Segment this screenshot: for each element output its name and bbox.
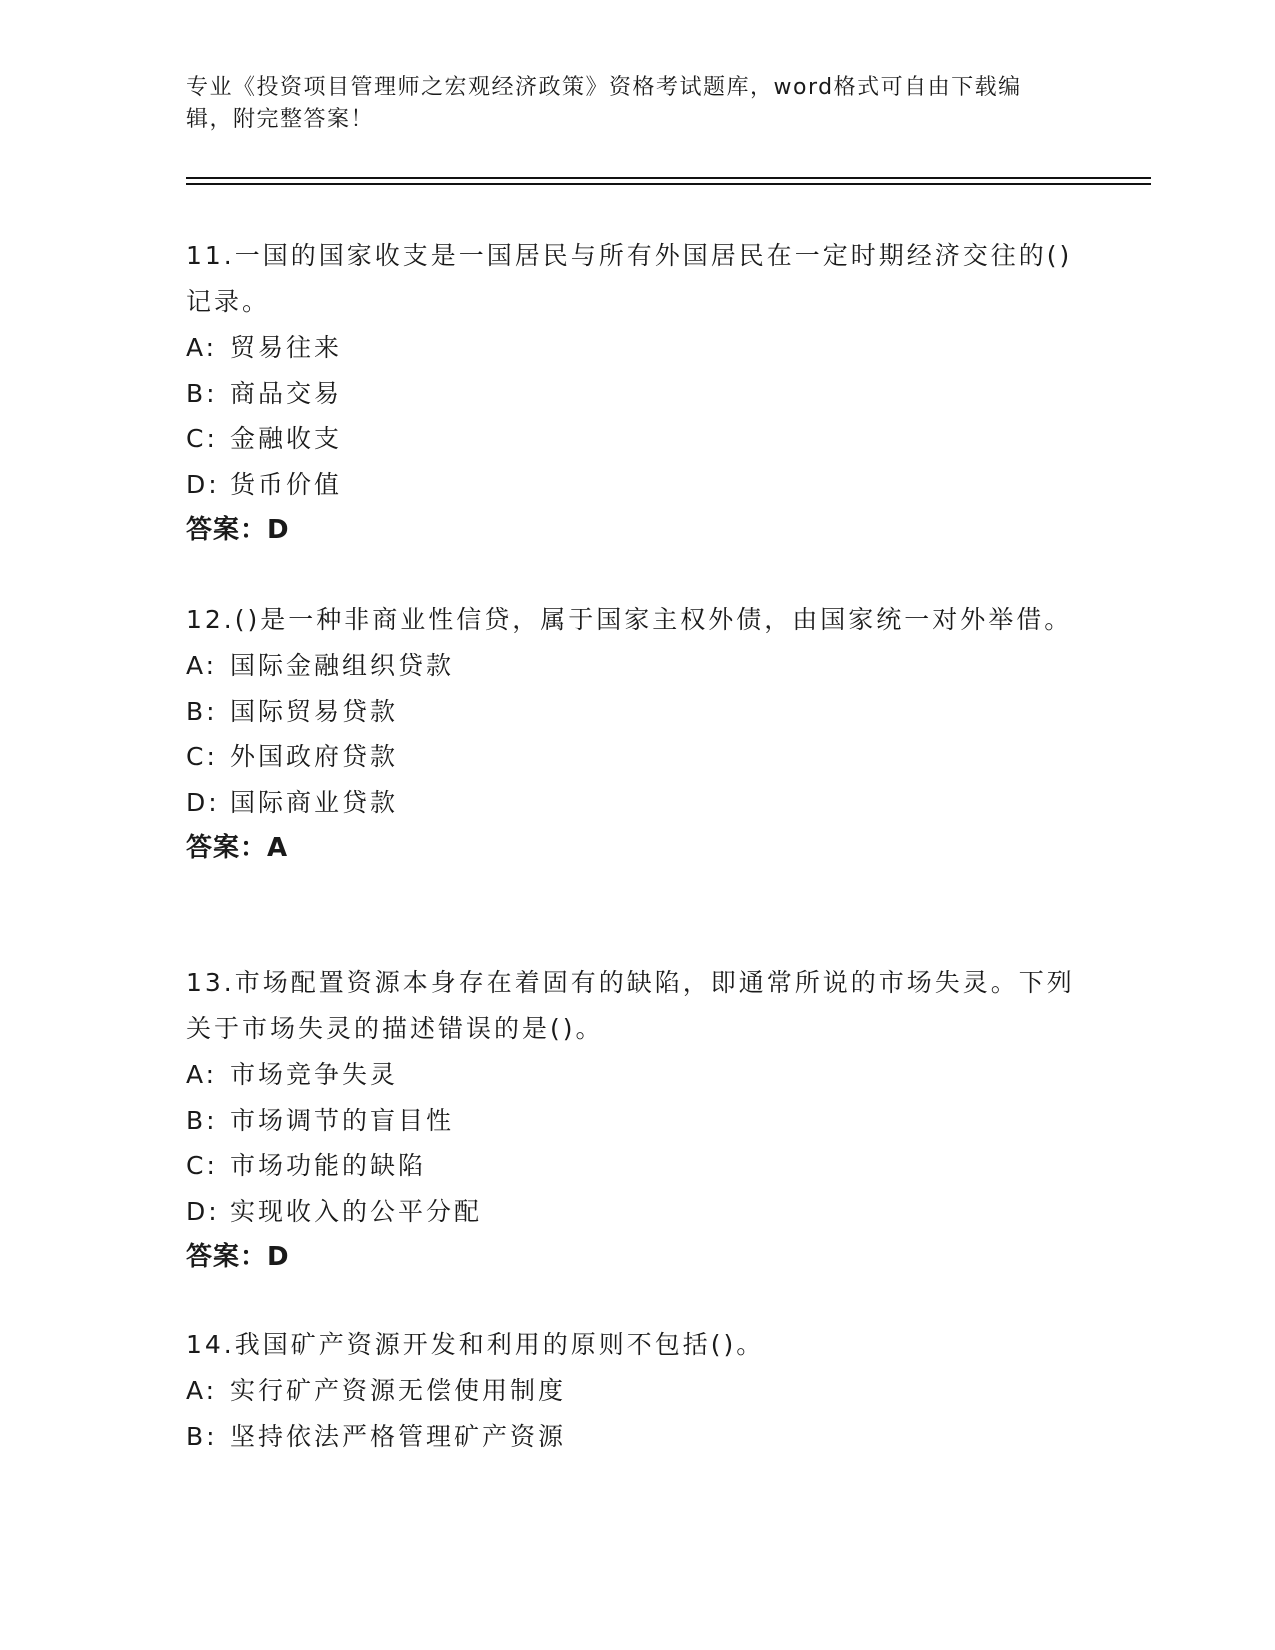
question-stem: 14.我国矿产资源开发和利用的原则不包括()。 — [186, 1330, 765, 1359]
option-text: 市场调节的盲目性 — [230, 1105, 455, 1135]
option-d — [186, 780, 1076, 826]
option-letter: D: — [186, 787, 220, 817]
option-d — [186, 1189, 1076, 1235]
option-a — [186, 643, 1076, 689]
question-stem: 13.市场配置资源本身存在着固有的缺陷，即通常所说的市场失灵。下列关于市场失灵的描述错误的是()。 — [186, 968, 1075, 1043]
option-a — [186, 325, 1076, 371]
answer-line: 答案：D — [186, 1242, 290, 1272]
option-letter: B: — [186, 1105, 218, 1135]
option-text: 实行矿产资源无偿使用制度 — [230, 1376, 567, 1405]
option-text: 国际金融组织贷款 — [230, 651, 455, 680]
option-text: 金融收支 — [230, 424, 343, 453]
question-stem: 11.一国的国家收支是一国居民与所有外国居民在一定时期经济交往的()记录。 — [186, 241, 1073, 316]
option-text: 市场竞争失灵 — [230, 1060, 399, 1089]
document-intro: 专业《投资项目管理师之宏观经济政策》资格考试题库，word格式可自由下载编辑，附完整答案！ — [186, 75, 1022, 132]
question-11 — [186, 233, 1076, 553]
option-letter: D: — [186, 1196, 220, 1226]
option-letter: A: — [186, 1376, 218, 1405]
option-d — [186, 462, 1076, 508]
answer-line: 答案：A — [186, 833, 289, 863]
option-letter: A: — [186, 1060, 218, 1089]
option-b — [186, 1098, 1076, 1144]
option-a — [186, 1368, 1076, 1414]
option-b — [186, 689, 1076, 735]
option-letter: C: — [186, 424, 218, 453]
option-letter: B: — [186, 696, 218, 726]
option-letter: A: — [186, 651, 218, 680]
option-text: 国际商业贷款 — [230, 787, 399, 817]
option-text: 坚持依法严格管理矿产资源 — [230, 1421, 567, 1451]
question-stem: 12.()是一种非商业性信贷，属于国家主权外债，由国家统一对外举借。 — [186, 605, 1073, 634]
option-c — [186, 734, 1076, 780]
option-b — [186, 1414, 1076, 1460]
question-12 — [186, 597, 1076, 871]
option-letter: C: — [186, 742, 218, 771]
option-letter: B: — [186, 1421, 218, 1451]
option-letter: B: — [186, 378, 218, 408]
option-c — [186, 1143, 1076, 1189]
option-b — [186, 371, 1076, 417]
option-text: 实现收入的公平分配 — [230, 1196, 483, 1226]
answer-line: 答案：D — [186, 515, 290, 545]
header-divider-bottom — [186, 183, 1151, 185]
option-text: 贸易往来 — [230, 333, 343, 362]
question-14 — [186, 1322, 1076, 1459]
option-c — [186, 416, 1076, 462]
option-letter: D: — [186, 469, 220, 499]
header-divider-top — [186, 177, 1151, 179]
option-letter: A: — [186, 333, 218, 362]
option-text: 商品交易 — [230, 378, 343, 408]
option-a — [186, 1052, 1076, 1098]
option-text: 货币价值 — [230, 469, 343, 499]
option-text: 国际贸易贷款 — [230, 696, 399, 726]
option-letter: C: — [186, 1151, 218, 1180]
option-text: 市场功能的缺陷 — [230, 1151, 427, 1180]
option-text: 外国政府贷款 — [230, 742, 399, 771]
question-13 — [186, 960, 1076, 1280]
